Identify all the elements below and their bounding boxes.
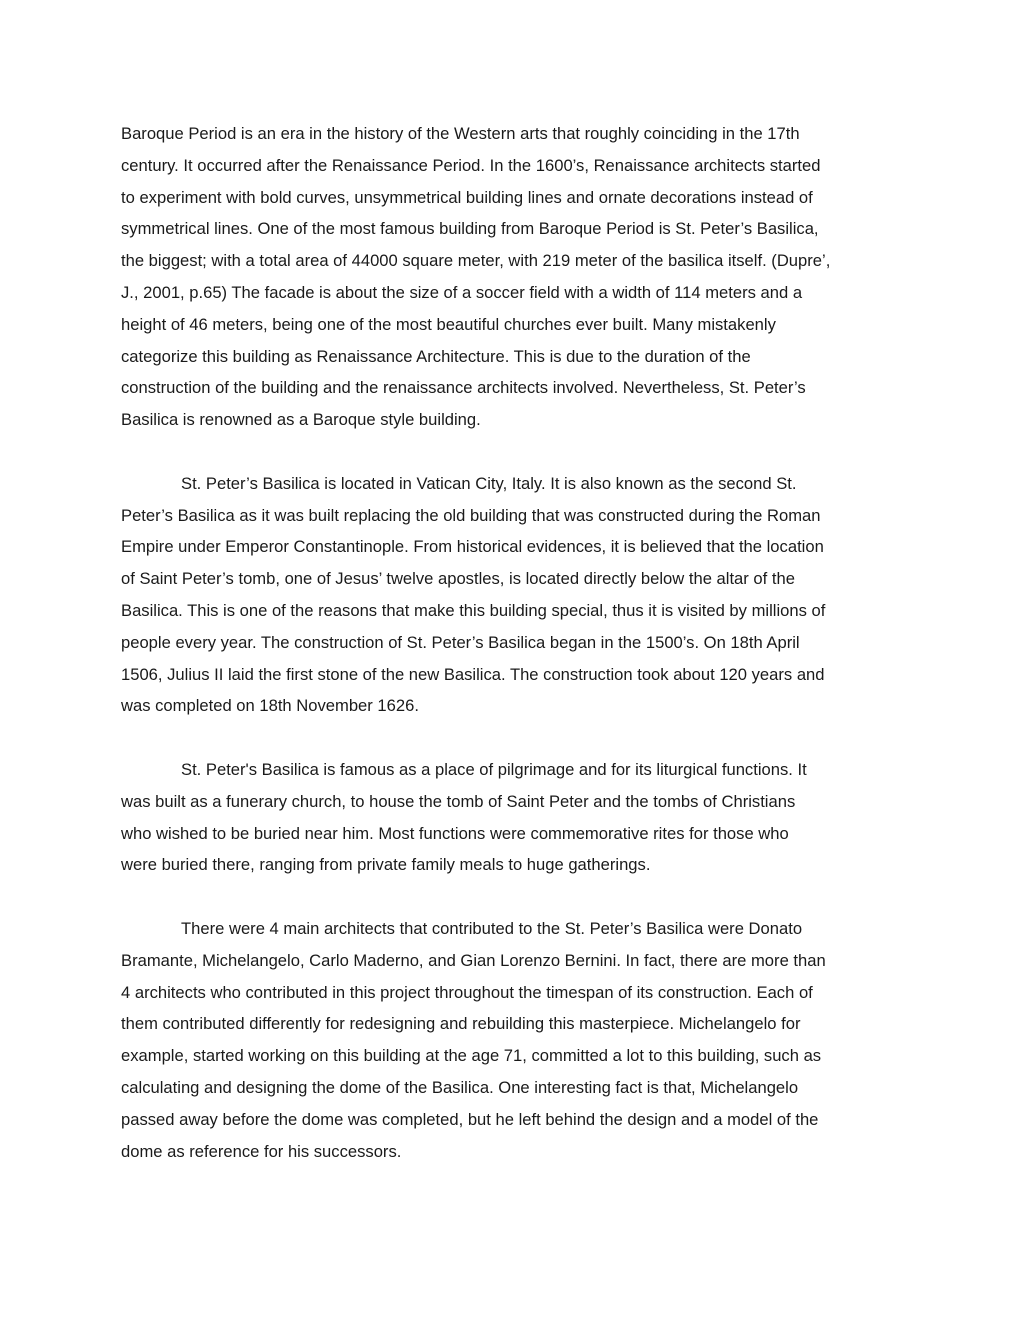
text-line: who wished to be buried near him. Most functions were commemorative rites for those who [121,823,789,843]
text-line: Empire under Emperor Constantinople. From historical evidences, it is believed that the location [121,537,824,557]
text-line: Baroque Period is an era in the history of the Western arts that roughly coinciding in the 17th [121,124,800,143]
text-line: was completed on 18th November 1626. [121,696,419,716]
paragraph-baroque-period [121,118,911,436]
text-line: Basilica. This is one of the reasons that make this building special, thus it is visited by millions of [121,600,826,620]
text-line: symmetrical lines. One of the most famous building from Baroque Period is St. Peter’s Basilica, [121,219,819,239]
text-line: the biggest; with a total area of 44000 square meter, with 219 meter of the basilica itself. (Dupre’, [121,251,831,271]
text-line: St. Peter’s Basilica is located in Vatican City, Italy. It is also known as the second St. [181,473,797,493]
text-line: J., 2001, p.65) The facade is about the size of a soccer field with a width of 114 meters and a [121,282,803,302]
text-line: dome as reference for his successors. [121,1141,402,1161]
text-line: Bramante, Michelangelo, Carlo Maderno, and Gian Lorenzo Bernini. In fact, there are more than [121,950,826,970]
paragraph-location [121,468,911,722]
document-body [121,118,911,1199]
paragraph-architects [121,913,911,1167]
text-line: construction of the building and the renaissance architects involved. Nevertheless, St. Peter’s [121,378,806,398]
text-line: example, started working on this building at the age 71, committed a lot to this building, such as [121,1046,822,1066]
text-line: century. It occurred after the Renaissance Period. In the 1600’s, Renaissance architects started [121,155,821,175]
text-line: 4 architects who contributed in this project throughout the timespan of its construction. Each of [121,982,813,1002]
text-line: of Saint Peter’s tomb, one of Jesus’ twelve apostles, is located directly below the altar of the [121,569,795,589]
paragraph-pilgrimage [121,754,911,881]
text-line: calculating and designing the dome of the Basilica. One interesting fact is that, Michelangelo [121,1077,799,1097]
text-line: There were 4 main architects that contributed to the St. Peter’s Basilica were Donato [181,918,803,938]
text-line: categorize this building as Renaissance Architecture. This is due to the duration of the [121,346,751,366]
text-line: Basilica is renowned as a Baroque style building. [121,410,481,430]
text-line: were buried there, ranging from private family meals to huge gatherings. [121,855,651,875]
text-line: them contributed differently for redesigning and rebuilding this masterpiece. Michelangelo for [121,1014,801,1034]
text-line: 1506, Julius II laid the first stone of the new Basilica. The construction took about 120 years and [121,664,825,684]
text-line: to experiment with bold curves, unsymmetrical building lines and ornate decorations instead of [121,187,813,207]
text-line: passed away before the dome was completed, but he left behind the design and a model of the [121,1109,819,1129]
text-line: height of 46 meters, being one of the most beautiful churches ever built. Many mistakenly [121,314,776,334]
text-line: was built as a funerary church, to house the tomb of Saint Peter and the tombs of Christians [121,791,796,811]
text-line: Peter’s Basilica as it was built replacing the old building that was constructed during the Roman [121,505,821,525]
text-line: people every year. The construction of St. Peter’s Basilica began in the 1500’s. On 18th April [121,632,800,652]
text-line: St. Peter's Basilica is famous as a place of pilgrimage and for its liturgical functions. It [181,759,807,779]
